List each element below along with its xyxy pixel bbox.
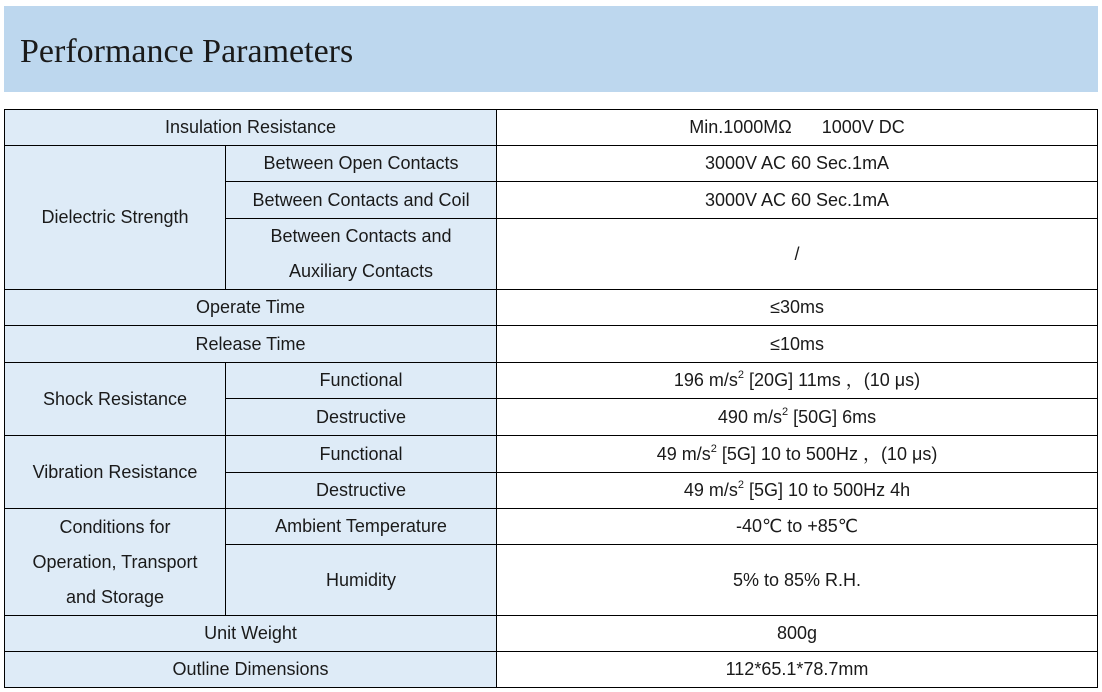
shock-resistance-label: Shock Resistance	[5, 363, 226, 436]
contacts-coil-value: 3000V AC 60 Sec.1mA	[497, 182, 1098, 219]
insulation-resistance-label: Insulation Resistance	[5, 110, 497, 146]
vibration-functional-value	[497, 436, 1098, 473]
humidity-label: Humidity	[226, 545, 497, 616]
shock-destructive-sup: 2	[781, 405, 789, 418]
conditions-label-line3: and Storage	[65, 586, 165, 607]
auxiliary-contacts-label	[226, 219, 497, 290]
vibration-destructive-value-post: [5G] 10 to 500Hz 4h	[744, 480, 911, 500]
table-row	[5, 509, 1098, 545]
table-row	[5, 290, 1098, 326]
table-row	[5, 616, 1098, 652]
ambient-temperature-value: -40℃ to +85℃	[497, 509, 1098, 545]
vibration-destructive-value	[497, 473, 1098, 509]
vibration-functional-value-post: [5G] 10 to 500Hz ，(10 μs)	[716, 443, 938, 464]
unit-weight-value: 800g	[497, 616, 1098, 652]
operate-time-value: ≤30ms	[497, 290, 1098, 326]
insulation-resistance-voltage: 1000V DC	[821, 117, 905, 137]
shock-functional-value-pre: 196 m/s	[673, 370, 738, 390]
vibration-functional-label: Functional	[226, 436, 497, 473]
vibration-functional-sup: 2	[710, 442, 717, 455]
table-row	[5, 326, 1098, 363]
shock-destructive-value-post: [50G] 6ms	[788, 406, 877, 427]
insulation-resistance-value	[497, 110, 1098, 146]
shock-functional-value	[497, 363, 1098, 399]
section-header	[4, 6, 1098, 92]
conditions-label-line2: Operation, Transport	[32, 551, 198, 572]
outline-dimensions-value: 112*65.1*78.7mm	[497, 652, 1098, 688]
vibration-destructive-sup: 2	[737, 479, 745, 491]
shock-functional-label: Functional	[226, 363, 497, 399]
release-time-label: Release Time	[5, 326, 497, 363]
table-row	[5, 110, 1098, 146]
performance-parameters-table	[4, 109, 1098, 688]
vibration-destructive-value-pre: 49 m/s	[683, 480, 738, 500]
humidity-value: 5% to 85% R.H.	[497, 545, 1098, 616]
unit-weight-label: Unit Weight	[5, 616, 497, 652]
vibration-resistance-label: Vibration Resistance	[5, 436, 226, 509]
table-row	[5, 146, 1098, 182]
section-title: Performance Parameters	[20, 33, 354, 70]
open-contacts-label: Between Open Contacts	[226, 146, 497, 182]
vibration-destructive-label: Destructive	[226, 473, 497, 509]
insulation-resistance-min: Min.1000MΩ	[689, 117, 792, 137]
conditions-label	[5, 509, 226, 616]
shock-functional-value-post: [20G] 11ms ，(10 μs)	[744, 370, 921, 390]
table-row	[5, 436, 1098, 473]
auxiliary-label-line1: Between Contacts and	[270, 226, 452, 246]
release-time-value: ≤10ms	[497, 326, 1098, 363]
dielectric-strength-label: Dielectric Strength	[5, 146, 226, 290]
ambient-temperature-label: Ambient Temperature	[226, 509, 497, 545]
operate-time-label: Operate Time	[5, 290, 497, 326]
shock-functional-sup: 2	[737, 369, 745, 381]
table-row	[5, 652, 1098, 688]
outline-dimensions-label: Outline Dimensions	[5, 652, 497, 688]
vibration-functional-value-pre: 49 m/s	[656, 443, 711, 464]
contacts-coil-label: Between Contacts and Coil	[226, 182, 497, 219]
auxiliary-label-line2: Auxiliary Contacts	[288, 261, 434, 281]
open-contacts-value: 3000V AC 60 Sec.1mA	[497, 146, 1098, 182]
shock-destructive-value	[497, 399, 1098, 436]
conditions-label-line1: Conditions for	[59, 516, 171, 537]
shock-destructive-value-pre: 490 m/s	[717, 406, 782, 427]
auxiliary-contacts-value: /	[497, 219, 1098, 290]
shock-destructive-label: Destructive	[226, 399, 497, 436]
table-row	[5, 363, 1098, 399]
